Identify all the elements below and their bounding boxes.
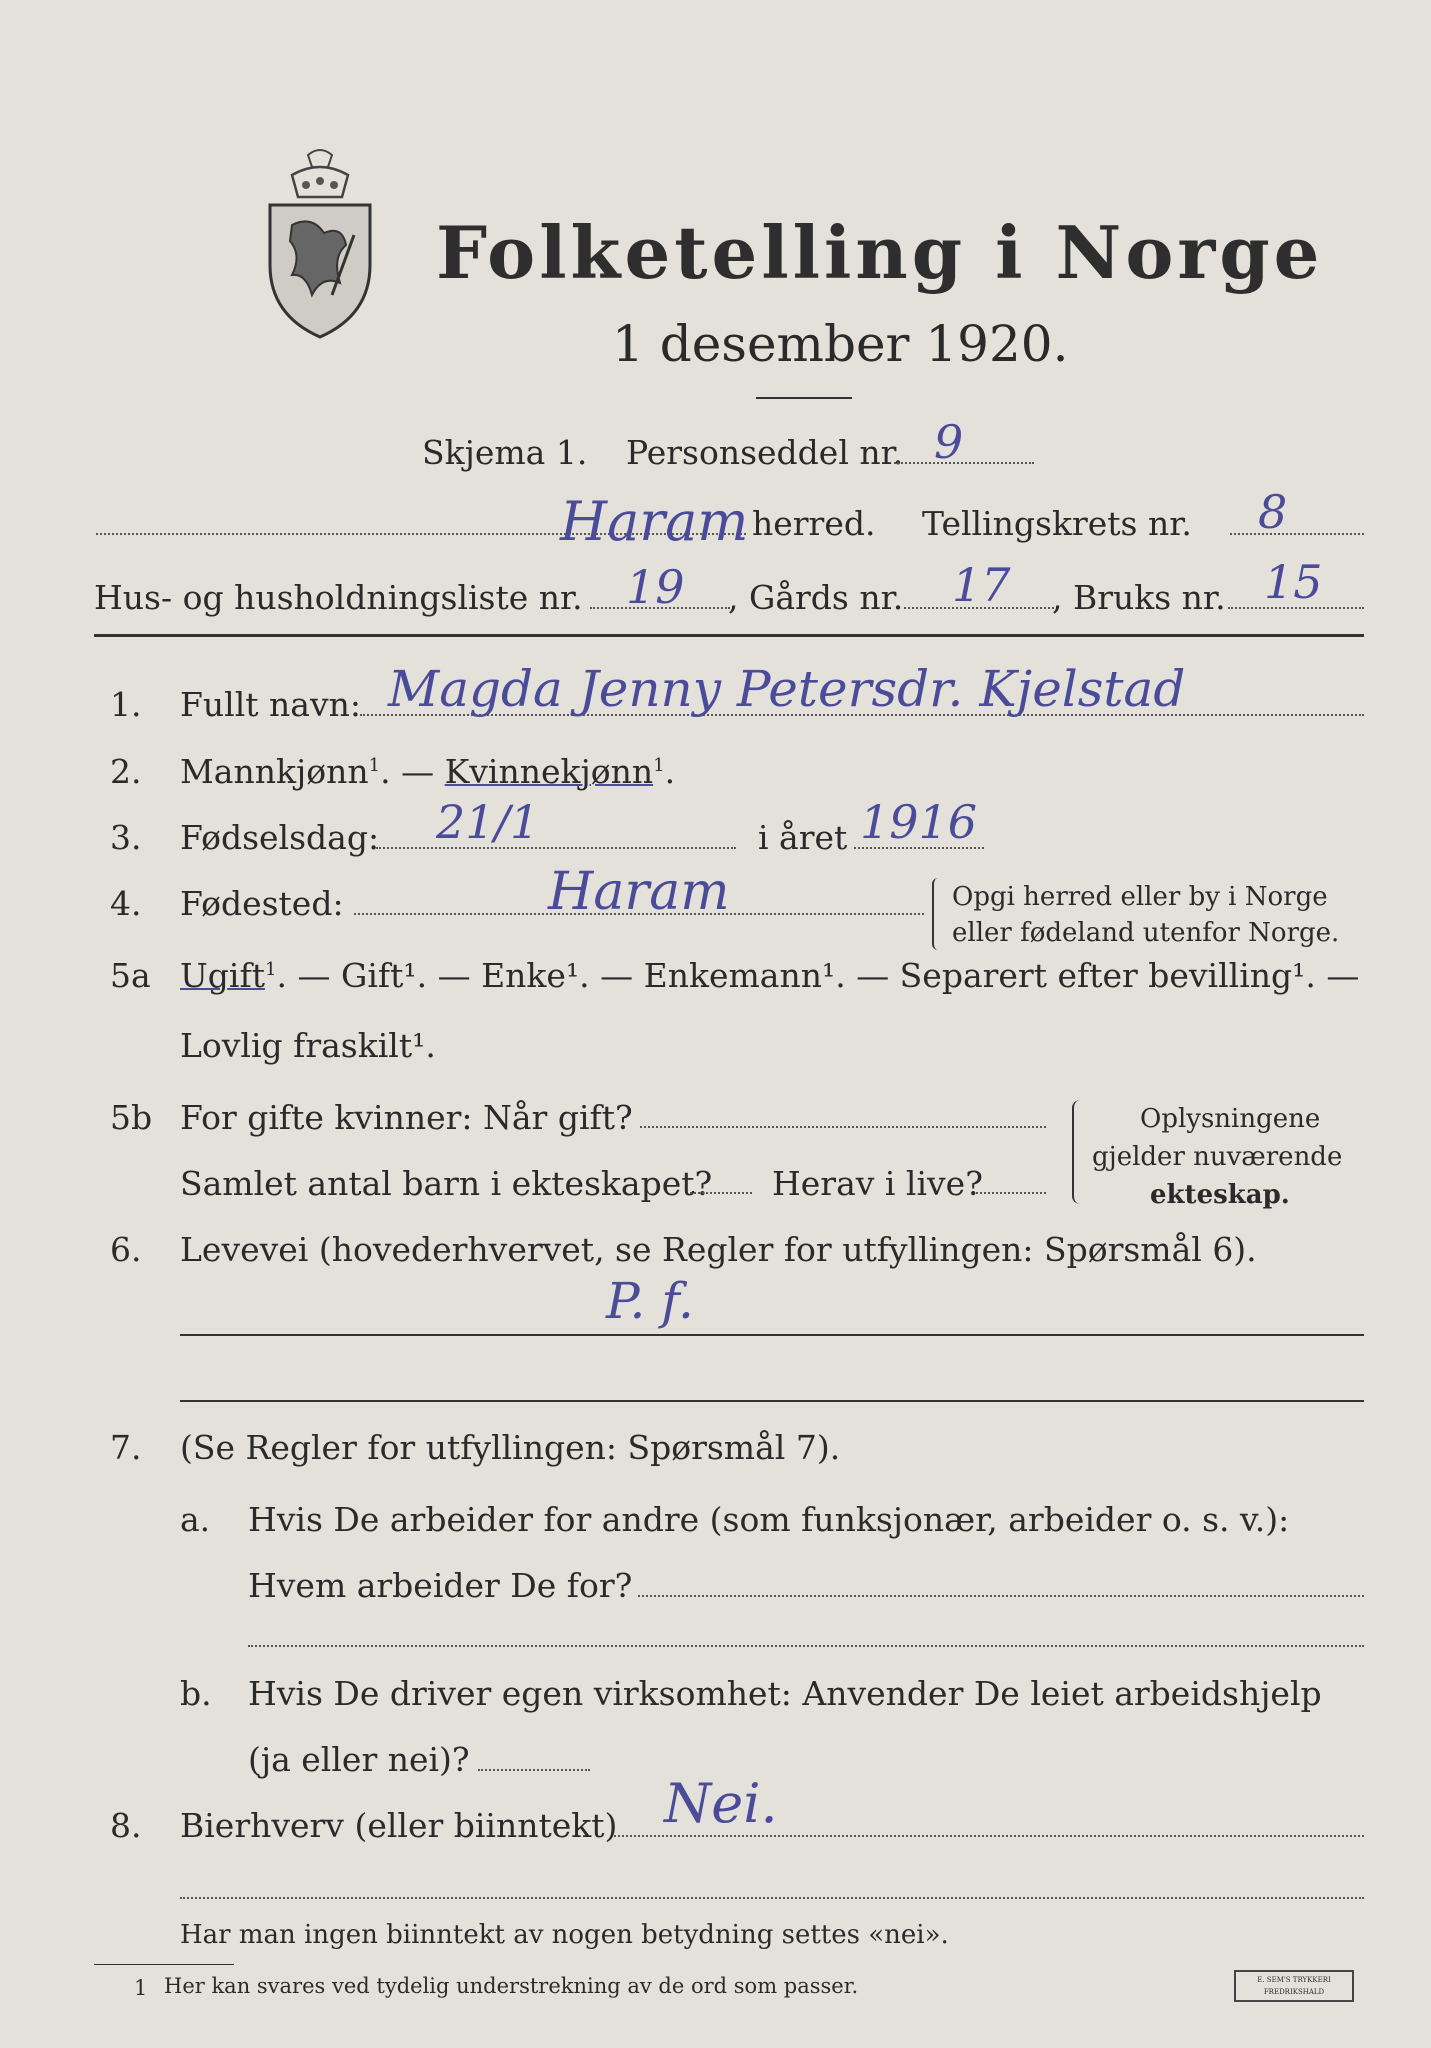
q1-label: Fullt navn:: [180, 685, 361, 724]
bruks-value: 15: [1264, 555, 1323, 609]
personseddel-line: [894, 462, 1034, 464]
birthplace-value: Haram: [548, 862, 730, 922]
herred-value: Haram: [560, 490, 749, 553]
gards-label: , Gårds nr.: [728, 578, 904, 617]
q6-number: 6.: [110, 1230, 142, 1269]
coat-of-arms-icon: [262, 145, 378, 345]
q3-label: Fødselsdag:: [180, 818, 380, 857]
year-value: 1916: [860, 795, 978, 849]
q1-number: 1.: [110, 685, 142, 724]
bruks-label: , Bruks nr.: [1052, 578, 1226, 617]
q5b-brace: [1072, 1100, 1084, 1204]
q4-label: Fødested:: [180, 884, 344, 923]
tellingskrets-line: [1230, 533, 1364, 535]
q5b-note-3: ekteskap.: [1150, 1180, 1290, 1210]
full-name-value: Magda Jenny Petersdr. Kjelstad: [388, 660, 1186, 718]
q7-label: (Se Regler for utfyllingen: Spørsmål 7).: [180, 1428, 841, 1467]
ugift-option: Ugift: [180, 956, 265, 995]
q2-options: Mannkjønn$^1$. — Kvinnekjønn$^1$.: [180, 752, 676, 791]
q3-number: 3.: [110, 818, 142, 857]
tellingskrets-value: 8: [1258, 485, 1288, 539]
q7b-label-1: Hvis De driver egen virksomhet: Anvender De leiet arbeidshjelp: [248, 1674, 1322, 1713]
q8-label: Bierhverv (eller biinntekt): [180, 1806, 618, 1845]
skjema-label: Skjema 1.: [422, 433, 588, 472]
q7a-label-2: Hvem arbeider De for?: [248, 1566, 633, 1605]
q5a-options: Ugift$^1$. — Gift¹. — Enke¹. — Enkemann¹. — Separert efter bevilling¹. —: [180, 956, 1360, 995]
occupation-value: P. f.: [606, 1272, 694, 1330]
q7-number: 7.: [110, 1428, 142, 1467]
q8-number: 8.: [110, 1806, 142, 1845]
q7b-label-2: (ja eller nei)?: [248, 1740, 470, 1779]
side-income-value: Nei.: [664, 1772, 778, 1835]
personseddel-label: Personseddel nr.: [626, 433, 904, 472]
footer-note: Har man ingen biinntekt av nogen betydning settes «nei».: [180, 1920, 949, 1950]
birthday-line: [376, 847, 736, 849]
q5a-line-2: Lovlig fraskilt¹.: [180, 1026, 436, 1065]
census-date: 1 desember 1920.: [612, 315, 1069, 373]
occupation-line-2: [180, 1400, 1364, 1402]
footnote-text: Her kan svares ved tydelig understrekning av de ord som passer.: [164, 1974, 859, 1998]
q4-note-2: eller fødeland utenfor Norge.: [952, 918, 1340, 948]
q4-note-1: Opgi herred eller by i Norge: [952, 882, 1328, 912]
q2-number: 2.: [110, 752, 142, 791]
header-rule: [94, 634, 1364, 637]
married-date-line: [640, 1126, 1046, 1128]
hus-value: 19: [626, 560, 685, 614]
gards-value: 17: [952, 558, 1011, 612]
q4-brace: [932, 878, 942, 950]
hus-label: Hus- og husholdningsliste nr.: [94, 578, 583, 617]
q7a-label-1: Hvis De arbeider for andre (som funksjonær, arbeider o. s. v.):: [248, 1500, 1290, 1539]
q5b-label-2: Samlet antal barn i ekteskapet?: [180, 1164, 713, 1203]
q7b-letter: b.: [180, 1674, 212, 1713]
title-divider: [756, 397, 852, 399]
children-alive-line: [976, 1192, 1046, 1194]
employer-line-1: [638, 1595, 1364, 1597]
footnote-number: 1: [134, 1976, 148, 2000]
mann-option: Mannkjønn: [180, 752, 369, 791]
printer-stamp-text: E. SEM'S TRYKKERI FREDRIKSHALD: [1257, 1976, 1331, 1996]
q4-number: 4.: [110, 884, 142, 923]
personseddel-value: 9: [934, 415, 964, 469]
tellingskrets-label: Tellingskrets nr.: [922, 504, 1192, 543]
children-total-line: [690, 1192, 752, 1194]
printer-stamp: [1234, 1970, 1354, 2002]
side-income-line-2: [180, 1897, 1364, 1899]
hired-help-line: [478, 1769, 590, 1771]
q7a-letter: a.: [180, 1500, 211, 1539]
q5b-note-2: gjelder nuværende: [1092, 1142, 1343, 1172]
footnote-rule: [94, 1964, 234, 1965]
form-title: Folketelling i Norge: [436, 210, 1324, 295]
occupation-line-1: [180, 1334, 1364, 1336]
side-income-line: [614, 1835, 1364, 1837]
birthday-value: 21/1: [436, 795, 540, 849]
year-label: i året: [758, 818, 848, 857]
employer-line-2: [248, 1645, 1364, 1647]
q6-label: Levevei (hovederhvervet, se Regler for utfyllingen: Spørsmål 6).: [180, 1230, 1257, 1269]
q5b-number: 5b: [110, 1098, 153, 1137]
kvinne-option: Kvinnekjønn: [444, 752, 654, 791]
q5b-note-1: Oplysningene: [1140, 1104, 1321, 1134]
q5a-number: 5a: [110, 956, 151, 995]
herred-label: herred.: [752, 504, 876, 543]
q5b-label-3: Herav i live?: [772, 1164, 983, 1203]
q5b-label-1: For gifte kvinner: Når gift?: [180, 1098, 633, 1137]
